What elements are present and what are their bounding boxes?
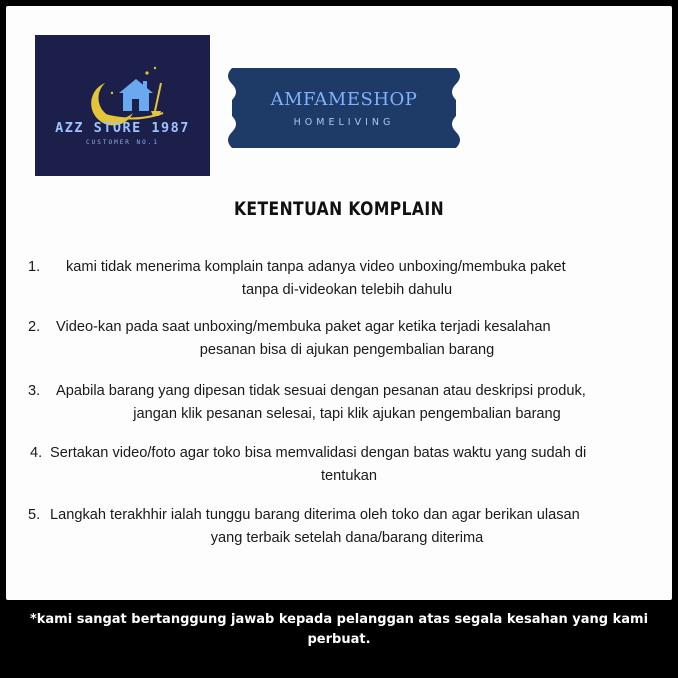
brand-name: AZZ STORE 1987 <box>55 120 190 136</box>
rule-number: 5. <box>28 507 41 523</box>
rule-number: 1. <box>28 259 41 275</box>
rule-text-line1: Langkah terakhhir ialah tunggu barang diterima oleh toko dan agar berikan ulasan <box>50 507 580 523</box>
rule-item <box>28 316 666 362</box>
rule-text-line2: tentukan <box>321 468 377 484</box>
footer-line2: perbuat. <box>307 632 371 647</box>
rule-text-line1: Sertakan video/foto agar toko bisa memvalidasi dengan batas waktu yang sudah di <box>50 445 587 461</box>
house-moon-cleaning-icon <box>35 35 210 176</box>
rule-text-line1: kami tidak menerima komplain tanpa adanya video unboxing/membuka paket <box>66 259 566 275</box>
rule-text-line1: Apabila barang yang dipesan tidak sesuai dengan pesanan atau deskripsi produk, <box>56 383 586 399</box>
rule-number: 3. <box>28 383 41 399</box>
rule-item <box>28 380 666 426</box>
shop-name: AMFAMESHOP <box>270 89 418 110</box>
rule-text-line2: yang terbaik setelah dana/barang diterima <box>210 530 484 546</box>
rule-item <box>28 504 666 550</box>
rule-item <box>30 442 668 488</box>
rule-text-line2: pesanan bisa di ajukan pengembalian barang <box>199 342 495 358</box>
amfameshop-logo <box>218 62 470 154</box>
brand-tagline: CUSTOMER NO.1 <box>86 139 159 146</box>
rule-text-line1: Video-kan pada saat unboxing/membuka paket agar ketika terjadi kesalahan <box>56 319 551 335</box>
shop-tagline: HOMELIVING <box>293 117 395 128</box>
azz-store-logo <box>35 35 210 176</box>
rule-number: 2. <box>28 319 41 335</box>
rule-text-line2: tanpa di-videokan telebih dahulu <box>241 282 453 298</box>
page-title: KETENTUAN KOMPLAIN <box>233 198 445 220</box>
footer-line1: *kami sangat bertanggung jawab kepada pelanggan atas segala kesahan yang kami <box>29 612 649 627</box>
rule-number: 4. <box>30 445 43 461</box>
rule-item <box>28 256 666 302</box>
rule-text-line2: jangan klik pesanan selesai, tapi klik ajukan pengembalian barang <box>133 406 561 422</box>
footer-note <box>0 610 678 650</box>
